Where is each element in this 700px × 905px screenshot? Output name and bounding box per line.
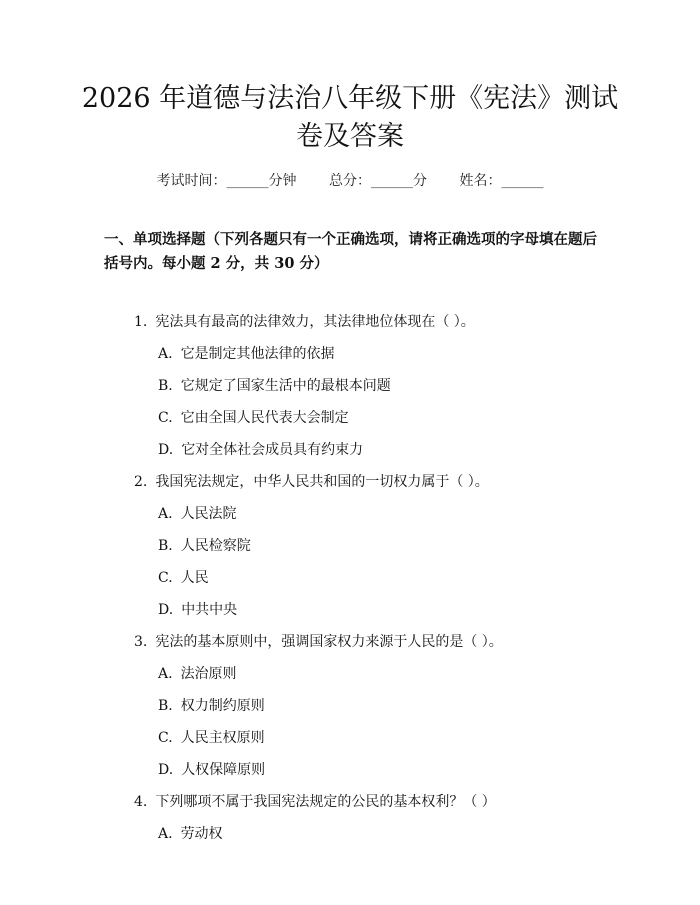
question-text: 下列哪项不属于我国宪法规定的公民的基本权利？（ ）: [155, 794, 496, 810]
option-letter: D.: [158, 442, 174, 458]
question-number: 2.: [134, 474, 148, 490]
option-text: 它对全体社会成员具有约束力: [181, 442, 364, 458]
document-title: [60, 80, 640, 156]
option-2a: [158, 503, 237, 523]
option-1c: [158, 407, 349, 427]
option-letter: D.: [158, 602, 174, 618]
option-letter: D.: [158, 762, 174, 778]
section-heading: 一、单项选择题（下列各题只有一个正确选项，请将正确选项的字母填在题后括号内。每小题 2 分，共 30 分）: [104, 231, 597, 272]
option-text: 它是制定其他法律的依据: [180, 346, 335, 362]
option-text: 法治原则: [180, 666, 237, 682]
option-text: 它由全国人民代表大会制定: [180, 410, 349, 426]
title-line-1: 2026 年道德与法治八年级下册《宪法》测试: [81, 83, 619, 114]
question-4: [134, 791, 496, 811]
option-3b: [158, 695, 265, 715]
option-text: 人民检察院: [180, 538, 251, 554]
option-2c: [158, 567, 209, 587]
option-letter: C.: [158, 410, 173, 426]
option-letter: A.: [158, 666, 173, 682]
option-letter: B.: [158, 378, 173, 394]
option-letter: B.: [158, 698, 173, 714]
option-3a: [158, 663, 237, 683]
exam-meta: [0, 170, 700, 190]
total-score-field: 总分：______分: [329, 173, 427, 189]
option-2b: [158, 535, 251, 555]
name-field: 姓名：______: [459, 173, 544, 189]
option-letter: A.: [158, 506, 173, 522]
question-1: [134, 311, 475, 331]
question-number: 4.: [134, 794, 148, 810]
option-4a: [158, 823, 223, 843]
question-text: 宪法具有最高的法律效力，其法律地位体现在（ ）。: [155, 314, 475, 330]
option-text: 中共中央: [181, 602, 238, 618]
option-letter: A.: [158, 826, 173, 842]
option-text: 劳动权: [180, 826, 223, 842]
option-2d: [158, 599, 237, 619]
question-3: [134, 631, 503, 651]
option-text: 人民法院: [180, 506, 237, 522]
option-1d: [158, 439, 363, 459]
question-text: 宪法的基本原则中，强调国家权力来源于人民的是（ ）。: [155, 634, 503, 650]
option-letter: B.: [158, 538, 173, 554]
title-line-2: 卷及答案: [296, 121, 404, 152]
option-letter: A.: [158, 346, 173, 362]
question-2: [134, 471, 489, 491]
option-text: 权力制约原则: [180, 698, 265, 714]
option-3c: [158, 727, 265, 747]
option-1a: [158, 343, 335, 363]
option-text: 人民主权原则: [180, 730, 265, 746]
exam-time-field: 考试时间：______分钟: [156, 173, 297, 189]
question-text: 我国宪法规定，中华人民共和国的一切权力属于（ ）。: [155, 474, 489, 490]
question-number: 3.: [134, 634, 148, 650]
option-text: 人权保障原则: [181, 762, 266, 778]
option-text: 人民: [180, 570, 209, 586]
option-letter: C.: [158, 730, 173, 746]
option-1b: [158, 375, 391, 395]
option-3d: [158, 759, 265, 779]
question-number: 1.: [134, 314, 148, 330]
option-letter: C.: [158, 570, 173, 586]
option-text: 它规定了国家生活中的最根本问题: [180, 378, 391, 394]
